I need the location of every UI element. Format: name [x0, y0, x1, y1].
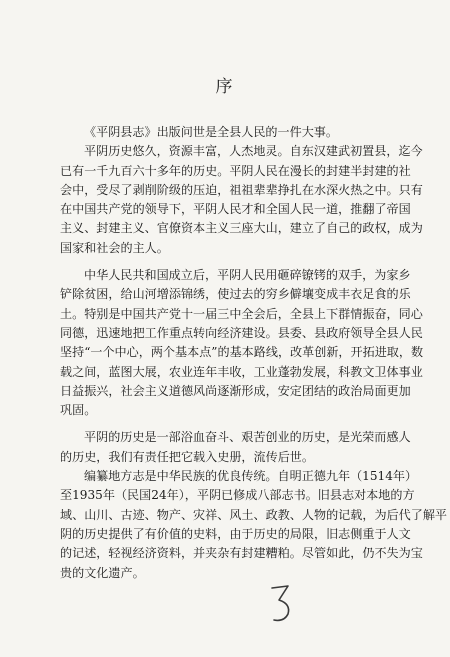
text-line: 铲除贫困，给山河增添锦绣，使过去的穷乡僻壤变成丰衣足食的乐 [60, 287, 411, 302]
text-line: 域、山川、古迹、物产、灾祥、风土、政教、人物的记载，为后代了解平 [60, 507, 448, 522]
text-line: 至1935年（民国24年），平阴已修成八部志书。旧县志对本地的方 [60, 488, 415, 503]
preface-title: 序 [215, 77, 235, 97]
text-line: 土。特别是中国共产党十一届三中全会后，全县上下群情振奋，同心 [60, 306, 423, 321]
text-line: 国家和社会的主人。 [60, 240, 169, 255]
preface-body [60, 123, 448, 583]
text-line: 编纂地方志是中华民族的优良传统。自明正德九年（1514年） [84, 469, 418, 484]
text-line: 坚持“一个中心，两个基本点”的基本路线，改革创新，开拓进取，数 [60, 345, 424, 360]
text-line: 载之间，蓝图大展，农业连年丰收，工业蓬勃发展，科教文卫体事业 [60, 364, 423, 379]
text-line: 主义、封建主义、官僚资本主义三座大山，建立了自己的政权，成为 [60, 221, 423, 236]
text-line: 中华人民共和国成立后，平阴人民用砸碎镣铐的双手，为家乡 [84, 268, 411, 283]
paragraph-2 [60, 142, 423, 258]
text-line: 平阴历史悠久，资源丰富，人杰地灵。自东汉建武初置县，迄今 [84, 144, 423, 159]
text-line: 同德，迅速地把工作重点转向经济建设。县委、县政府领导全县人民 [60, 325, 423, 340]
page-number [266, 580, 296, 626]
text-line: 阴的历史提供了有价值的史料，由于历史的局限，旧志侧重于人文 [60, 526, 411, 541]
text-line: 的历史，我们有责任把它载入史册，流传后世。 [60, 449, 314, 464]
text-line: 平阴的历史是一部浴血奋斗、艰苦创业的历史，是光荣而感人 [84, 430, 411, 445]
paragraph-3 [60, 266, 424, 420]
text-line: 《平阴县志》出版问世是全县人民的一件大事。 [84, 125, 338, 139]
text-line: 巩固。 [60, 403, 97, 418]
paragraph-4 [60, 428, 411, 467]
text-line: 的记述，轻视经济资料，并夹杂有封建糟粕。尽管如此，仍不失为宝 [60, 546, 423, 561]
text-line: 已有一千九百六十多年的历史。平阴人民在漫长的封建半封建的社 [60, 163, 411, 178]
text-line: 日益振兴，社会主义道德风尚逐渐形成，安定团结的政治局面更加 [60, 383, 411, 398]
handwritten-page-number [266, 580, 296, 626]
paragraph-5 [60, 467, 448, 583]
text-line: 在中国共产党的领导下，平阴人民才和全国人民一道，推翻了帝国 [60, 202, 411, 217]
text-line: 贵的文化遗产。 [60, 565, 145, 580]
paragraph-1 [60, 123, 400, 142]
text-line: 会中，受尽了剥削阶级的压迫，祖祖辈辈挣扎在水深火热之中。只有 [60, 182, 423, 197]
